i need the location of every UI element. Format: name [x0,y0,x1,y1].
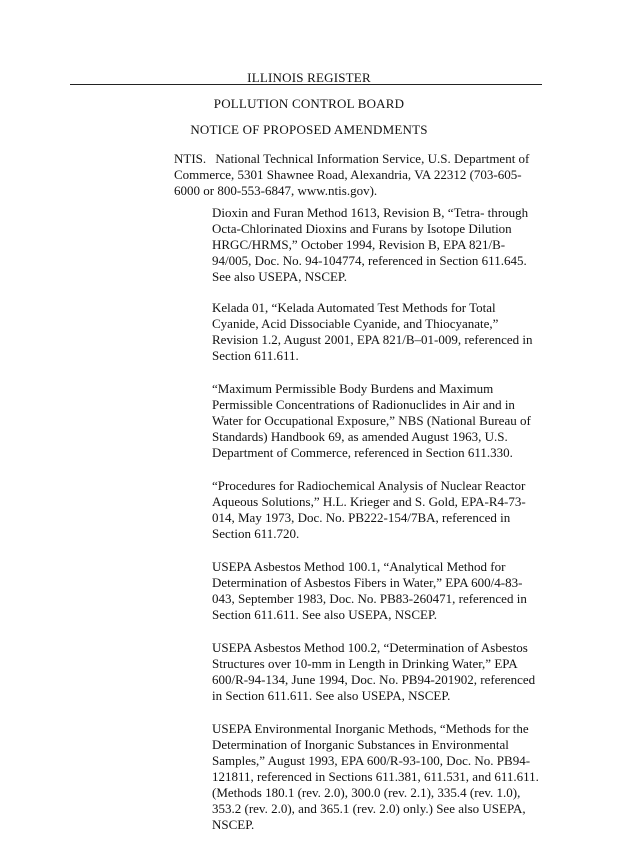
register-title: ILLINOIS REGISTER [247,70,371,85]
header-rule [70,84,542,85]
reference-item: “Procedures for Radiochemical Analysis of Nuclear Reactor Aqueous Solutions,” H.L. Krieger and S. Gold, EPA-R4-73-014, May 1973, Doc. No. PB222-154/7BA, referenced in Section 611.720. [212,478,526,541]
ntis-tag: NTIS. [174,151,207,166]
notice-title: NOTICE OF PROPOSED AMENDMENTS [190,122,428,137]
reference-item: “Maximum Permissible Body Burdens and Maximum Permissible Concentrations of Radionuclides in Air and in Water for Occupational Exposure,” NBS (National Bureau of Standards) Handbook 69, as amended August 1963, U.S. Department of Commerce, referenced in Section 611.330. [212,381,531,460]
board-title: POLLUTION CONTROL BOARD [213,96,405,111]
ntis-entry [174,151,539,199]
ntis-text: National Technical Information Service, U.S. Department of Commerce, 5301 Shawnee Road, Alexandria, VA 22312 (703-605-6000 or 800-553-6847, www.ntis.gov). [174,151,530,198]
reference-item: USEPA Asbestos Method 100.2, “Determination of Asbestos Structures over 10-mm in Length in Drinking Water,” EPA 600/R-94-134, June 1994, Doc. No. PB94-201902, referenced in Section 611.611. See also USEPA, NSCEP. [212,640,536,703]
reference-item: Dioxin and Furan Method 1613, Revision B, “Tetra- through Octa-Chlorinated Dioxins and Furans by Isotope Dilution HRGC/HRMS,” October 1994, Revision B, EPA 821/B-94/005, Doc. No. 94-104774, referenced in Section 611.645. See also USEPA, NSCEP. [212,205,529,284]
reference-item: USEPA Asbestos Method 100.1, “Analytical Method for Determination of Asbestos Fibers in Water,” EPA 600/4-83-043, September 1983, Doc. No. PB83-260471, referenced in Section 611.611. See also USEPA, NSCEP. [212,559,527,622]
reference-item: USEPA Environmental Inorganic Methods, “Methods for the Determination of Inorganic Substances in Environmental Samples,” August 1993, EPA 600/R-93-100, Doc. No. PB94-121811, referenced in Sections 611.381, 611.531, and 611.611. (Methods 180.1 (rev. 2.0), 300.0 (rev. 2.1), 335.4 (rev. 1.0), 353.2 (rev. 2.0), and 365.1 (rev. 2.0) only.) See also USEPA, NSCEP. [212,721,539,832]
reference-item: Kelada 01, “Kelada Automated Test Methods for Total Cyanide, Acid Dissociable Cyanide, and Thiocyanate,” Revision 1.2, August 2001, EPA 821/B–01-009, referenced in Section 611.611. [212,300,533,363]
reference-list [212,205,542,850]
